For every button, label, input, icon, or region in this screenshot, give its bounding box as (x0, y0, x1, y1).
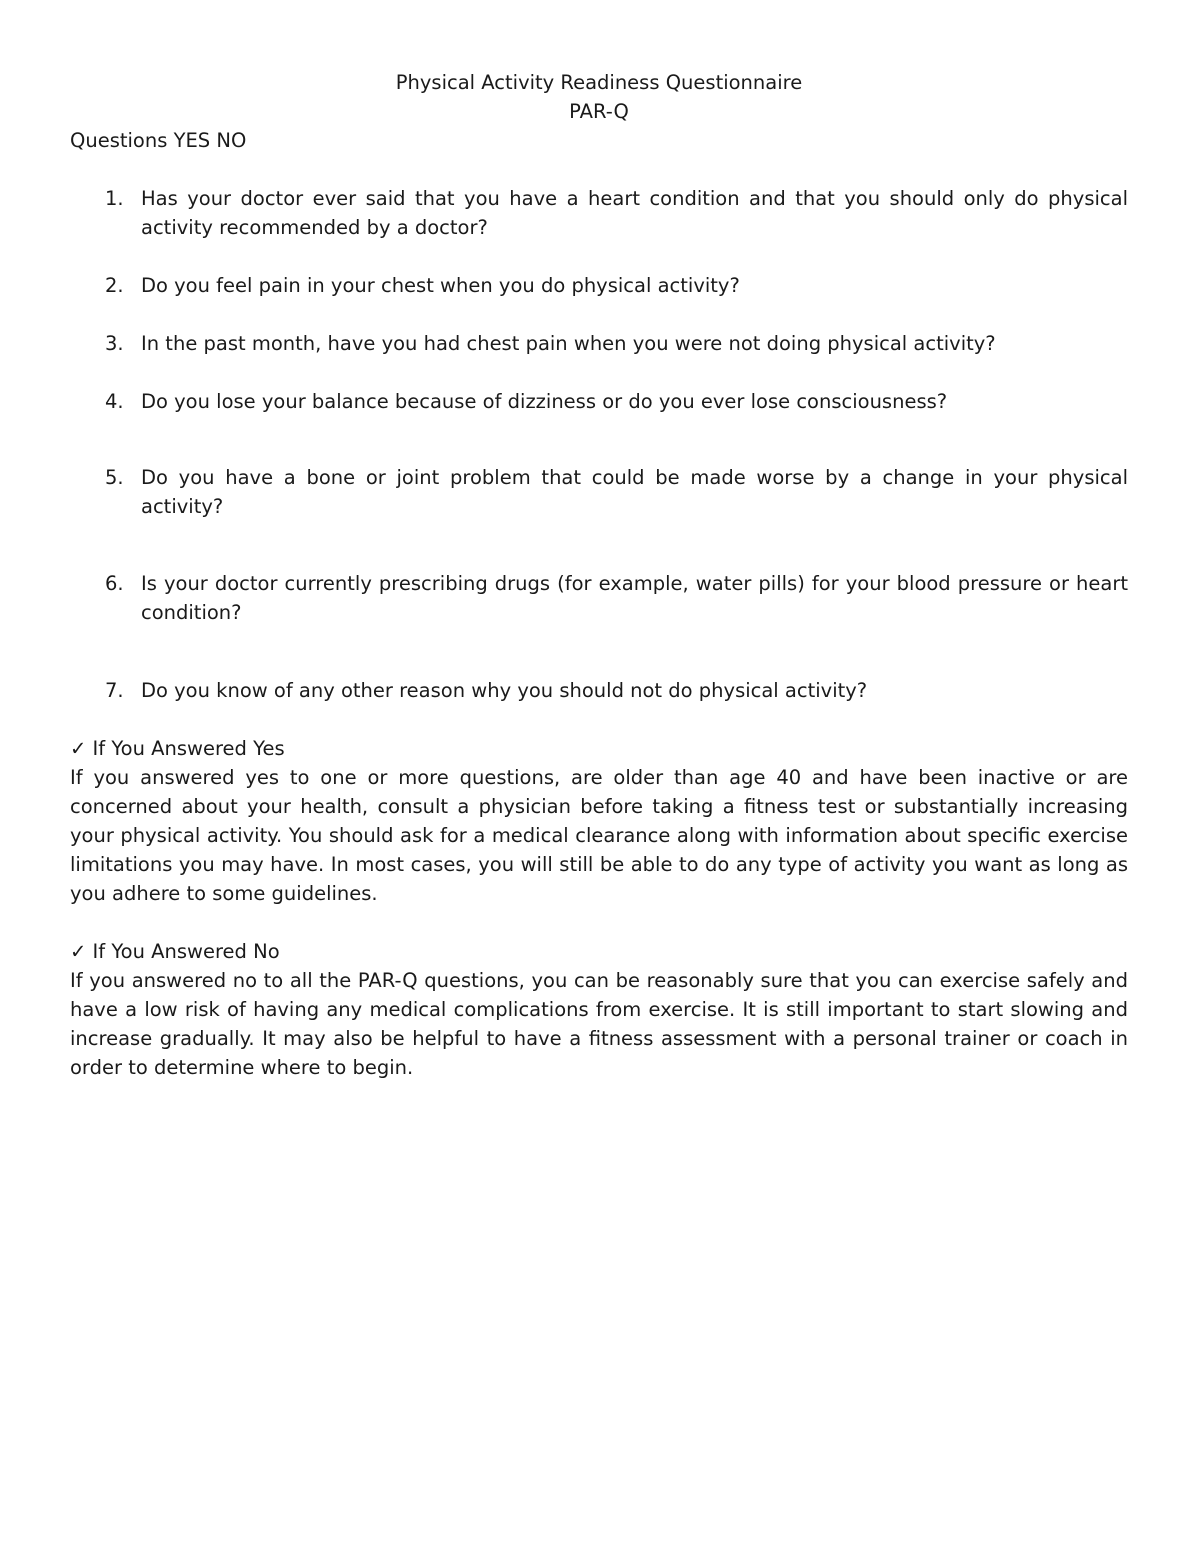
question-item (70, 329, 1128, 358)
question-number: 7. (105, 679, 124, 702)
document-page (70, 68, 1128, 1082)
question-item (70, 387, 1128, 416)
document-subtitle: PAR-Q (569, 100, 629, 123)
question-number: 6. (105, 572, 124, 595)
question-text: Do you have a bone or joint problem that could be made worse by a change in your physical activity? (141, 466, 1128, 518)
question-text: Do you feel pain in your chest when you do physical activity? (141, 274, 740, 297)
question-item (70, 676, 1128, 705)
question-text: Is your doctor currently prescribing drugs (for example, water pills) for your blood pressure or heart condition? (141, 572, 1128, 624)
question-item (70, 271, 1128, 300)
question-number: 2. (105, 274, 124, 297)
question-number: 5. (105, 466, 124, 489)
questions-header: Questions YES NO (70, 129, 247, 152)
question-item (70, 463, 1128, 521)
yes-section-body: If you answered yes to one or more questions, are older than age 40 and have been inactive or are concerned about your health, consult a physician before taking a fitness test or substantially increasing your physical activity. You should ask for a medical clearance along with information about specific exercise limitations you may have. In most cases, you will still be able to do any type of activity you want as long as you adhere to some guidelines. (70, 766, 1128, 905)
yes-section-heading: ✓ If You Answered Yes (70, 737, 285, 760)
question-item (70, 184, 1128, 242)
question-text: Do you lose your balance because of dizziness or do you ever lose consciousness? (141, 390, 948, 413)
question-item (70, 569, 1128, 627)
question-number: 3. (105, 332, 124, 355)
questions-list (70, 184, 1128, 705)
question-number: 1. (105, 187, 124, 210)
no-section-body: If you answered no to all the PAR-Q questions, you can be reasonably sure that you can exercise safely and have a low risk of having any medical complications from exercise. It is still important to start slowing and increase gradually. It may also be helpful to have a fitness assessment with a personal trainer or coach in order to determine where to begin. (70, 969, 1128, 1079)
question-text: In the past month, have you had chest pain when you were not doing physical activity? (141, 332, 996, 355)
question-number: 4. (105, 390, 124, 413)
document-title: Physical Activity Readiness Questionnaire (395, 71, 803, 94)
no-section-heading: ✓ If You Answered No (70, 940, 280, 963)
question-text: Do you know of any other reason why you should not do physical activity? (141, 679, 868, 702)
question-text: Has your doctor ever said that you have a heart condition and that you should only do physical activity recommended by a doctor? (141, 187, 1128, 239)
